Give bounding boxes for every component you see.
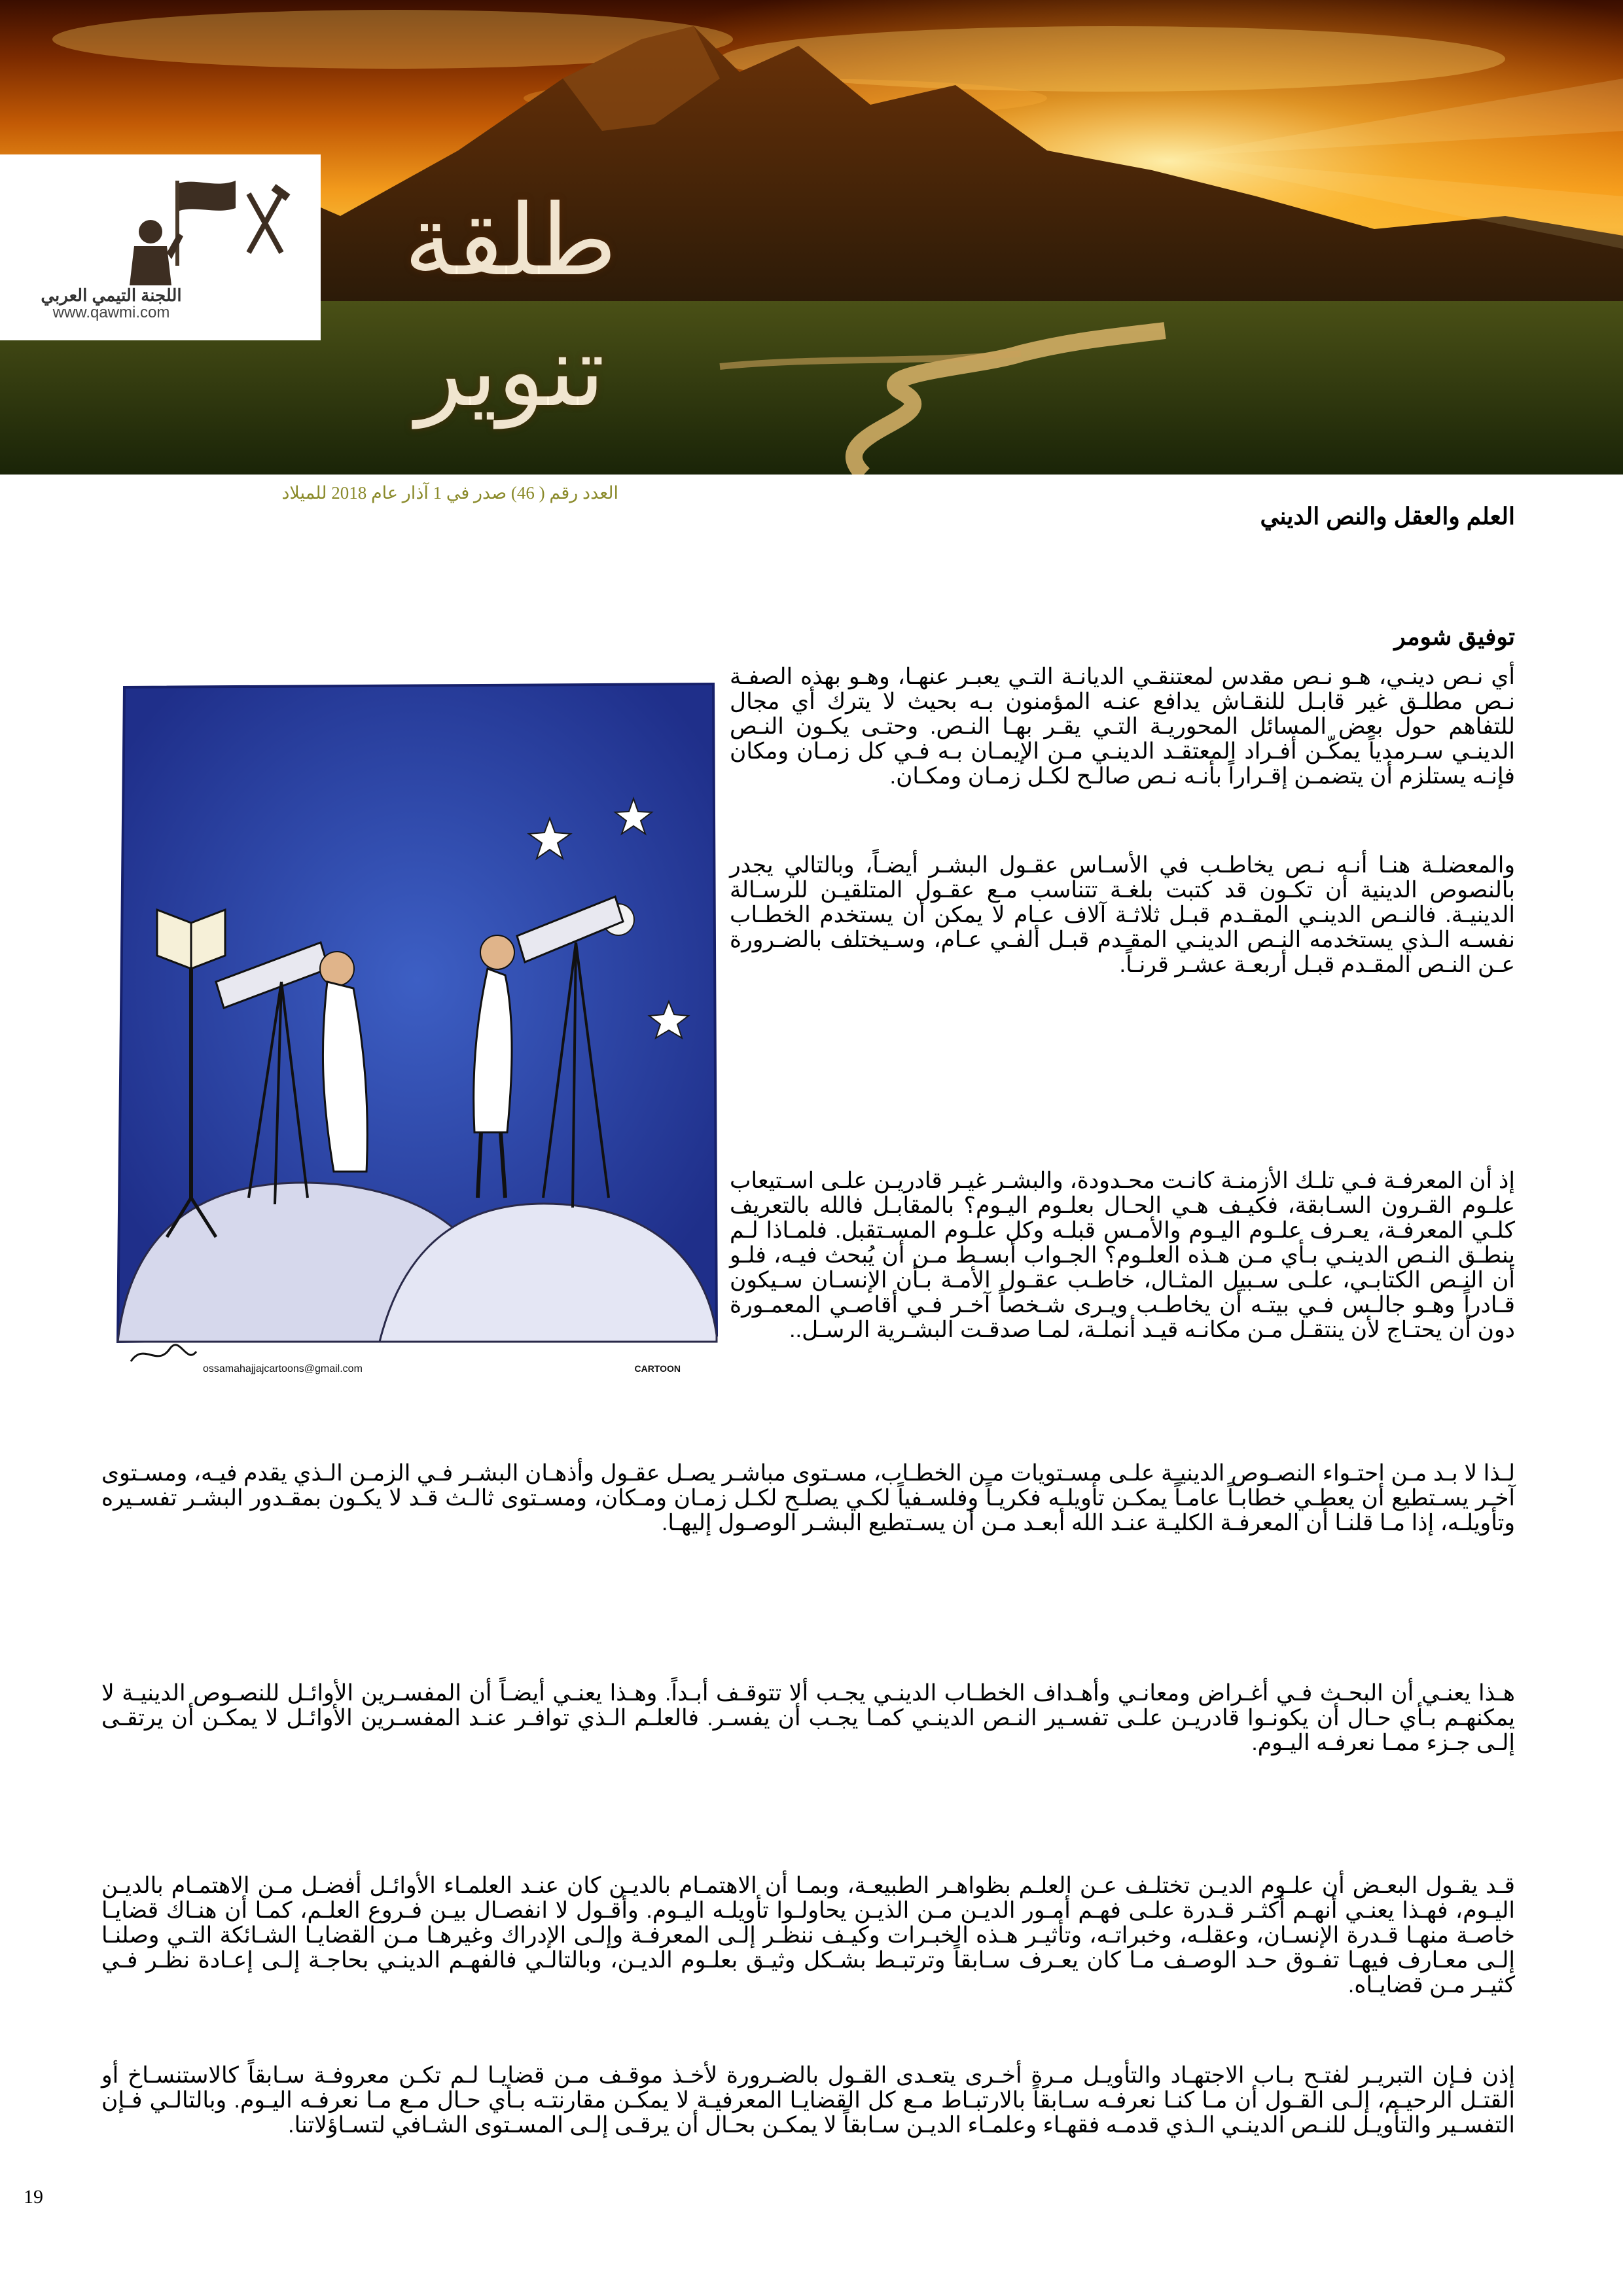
logo-website: www.qawmi.com xyxy=(52,304,170,321)
article-paragraph-7: إذن فـإن التبريـر لفتـح بـاب الاجتهـاد والتأويـل مـرة أخـرى يتعـدى القـول بالضـرورة لأخـذ موقـف مـن قضايـا لـم تكـن معروفـة سـابقاً كالاستنسـاخ أو القتـل الرحيـم، إلـى القـول أن مـا كنـا نعرفـه سـابقاً بالارتبـاط مـع كل القضايـا المعرفيـة لا يمكـن مقارنتـه بـأي حـال مـع مـا نعرفـه اليـوم. وبالتالـي فـإن التفسـير والتأويـل للنـص الدينـي الـذي قدمـه فقهـاء وعلمـاء الديـن سـابقاً لا يمكـن بحـال أن يرقـى إلـى المسـتوى الشـافي لتسـاؤلاتنا. xyxy=(101,2063,1515,2138)
article-paragraph-3: إذ أن المعرفـة فـي تلـك الأزمنـة كانـت محـدودة، والبشـر غيـر قادريـن علـى اسـتيعاب علـوم القـرون السـابقة، فكيـف هـي الحـال بعلـوم اليـوم؟ بالمقابـل فالله بالتعريف كلـي المعرفـة، يعـرف علـوم اليـوم والأمـس قبلـه وكل علـوم المسـتقبل. فلمـاذا لـم ينطـق النـص الدينـي بـأي مـن هـذه العلـوم؟ الجـواب أبسـط مـن أن يُبحث فيـه، فلـو أن النـص الكتابـي، علـى سـبيل المثـال، خاطـب عقـول الأمـة بـأن الإنسـان سـيكون قـادراً وهـو جالـس فـي بيتـه أن يخاطـب ويـرى شـخصاً آخـر فـي أقاصـي المعمـورة دون أن يحتـاج لأن ينتقـل مـن مكانـه قيـد أنملـة، لمـا صدقـت البشـرية الرسـل.. xyxy=(730,1168,1515,1342)
article-paragraph-5: هـذا يعنـي أن البحـث فـي أغـراض ومعانـي وأهـداف الخطـاب الدينـي يجـب ألا تتوقـف أبـداً. وهـذا يعنـي أيضـاً أن المفسـرين الأوائـل للنصـوص الدينيـة لا يمكنهـم بـأي حـال أن يكونـوا قادريـن علـى تفسـير النـص الدينـي كمـا يجـب أن يفسـر. فالعلـم الـذي توافـر عنـد المفسـرين الأوائـل لا يمكـن أن يرتقـى إلـى جـزء ممـا نعرفـه اليـوم. xyxy=(101,1681,1515,1755)
telescope-cartoon xyxy=(105,674,726,1381)
page-number: 19 xyxy=(24,2186,43,2208)
artist-email: ossamahajjajcartoons@gmail.com xyxy=(203,1363,363,1374)
article-author: توفيق شومر xyxy=(1394,623,1515,650)
article-paragraph-6: قـد يقـول البعـض أن علـوم الديـن تختلـف عـن العلـم بظواهـر الطبيعـة، وبمـا أن الاهتمـام بالديـن كان عنـد العلمـاء الأوائـل أفضـل مـن الاهتمـام بالديـن اليـوم، فهـذا يعنـي أنهـم أكثـر قـدرة علـى فهـم أمـور الديـن مـن الذيـن يحاولـوا تأويلـه اليـوم. وأقـول لا انفصـال بيـن فـروع العلـم، كمـا أن هنـاك قضايـا خاصـة منهـا قـدرة الإنسـان، وعقلـه، وخبراتـه، وتأثيـر هـذه الخبـرات وكيـف ننظـر إلـى المعرفـة وإلـى الإدراك وغيرهـا مـن القضايـا الشـائكة التـي وصلنـا إلـى معـارف فيهـا تفـوق حـد الوصـف مـا كان يعـرف سـابقاً وترتبـط بشـكل وثيـق بعلـوم الديـن، وبالتالـي فالفهـم الدينـي بحاجـة إلـى إعـادة نظـر فـي كثيـر مـن قضايـاه. xyxy=(101,1873,1515,1998)
issue-line: العدد رقم ( 46) صدر في 1 آذار عام 2018 للميلاد xyxy=(281,483,618,503)
article-paragraph-4: لـذا لا بـد مـن احتـواء النصـوص الدينيـة علـى مسـتويات مـن الخطـاب، مسـتوى مباشـر يصـل عقـول وأذهـان البشـر فـي الزمـن الـذي يقدم فيـه، ومسـتوى آخـر يسـتطيع أن يعطـي خطابـاً عامـاً يمكـن تأويلـه فكريـاً وفلسـفياً لكـي يصلـح لكـل زمـان ومـكان، ومسـتوى ثالـث قـد لا يكـون بمقـدور البشـر تفسـيره وتأويلـه، إذا مـا قلنـا أن المعرفـة الكليـة عنـد الله أبعـد مـن أن يسـتطيع البشـر الوصـول إليهـا. xyxy=(101,1461,1515,1535)
article-paragraph-1: أي نـص دينـي، هـو نـص مقدس لمعتنقـي الديانـة التـي يعبـر عنهـا، وهـو بهذه الصفـة نـص مطلـق غير قابـل للنقـاش يدافع عنـه المؤمنون بـه بحيث لا يترك أي مجال للتفاهم حول بعض المسائل المحوريـة التـي يقـر بهـا النـص. وحتـى يكـون النـص الدينـي سـرمدياً يمكّـن أفـراد المعتقـد الدينـي مـن الإيمـان بـه فـي كل زمـان ومكان فإنـه يستلزم أن يتضمـن إقـراراً بأنـه نـص صالـح لكـل زمـان ومكـان. xyxy=(730,664,1515,789)
logo-box xyxy=(0,154,321,340)
logo-caption: اللجنة التيمي العربي xyxy=(41,285,182,305)
article-title: العلم والعقل والنص الديني xyxy=(1260,503,1515,529)
masthead-title: طلقة تنوير xyxy=(404,184,617,429)
article-paragraph-2: والمعضلـة هنـا أنـه نـص يخاطـب في الأسـاس عقـول البشـر أيضـاً، وبالتالي يجدر بالنصوص الدينية أن تكـون قد كتبت بلغـة تتناسب مـع عقـول المتلقيـن للرسـالة الدينيـة. فالنـص الدينـي المقـدم قبـل ثلاثـة آلاف عـام لا يمكن أن يستخدم الخطـاب نفسـه الـذي يستخدمه النـص الدينـي المقـدم قبـل ألفـي عـام، وسـيختلف بالضـرورة عـن النـص المقـدم قبـل أربعـة عشـر قرنـاً. xyxy=(730,853,1515,977)
cartoon-illustration xyxy=(105,674,726,1381)
cartoon-stamp: CARTOON xyxy=(634,1363,681,1374)
masthead-banner xyxy=(0,0,1623,475)
